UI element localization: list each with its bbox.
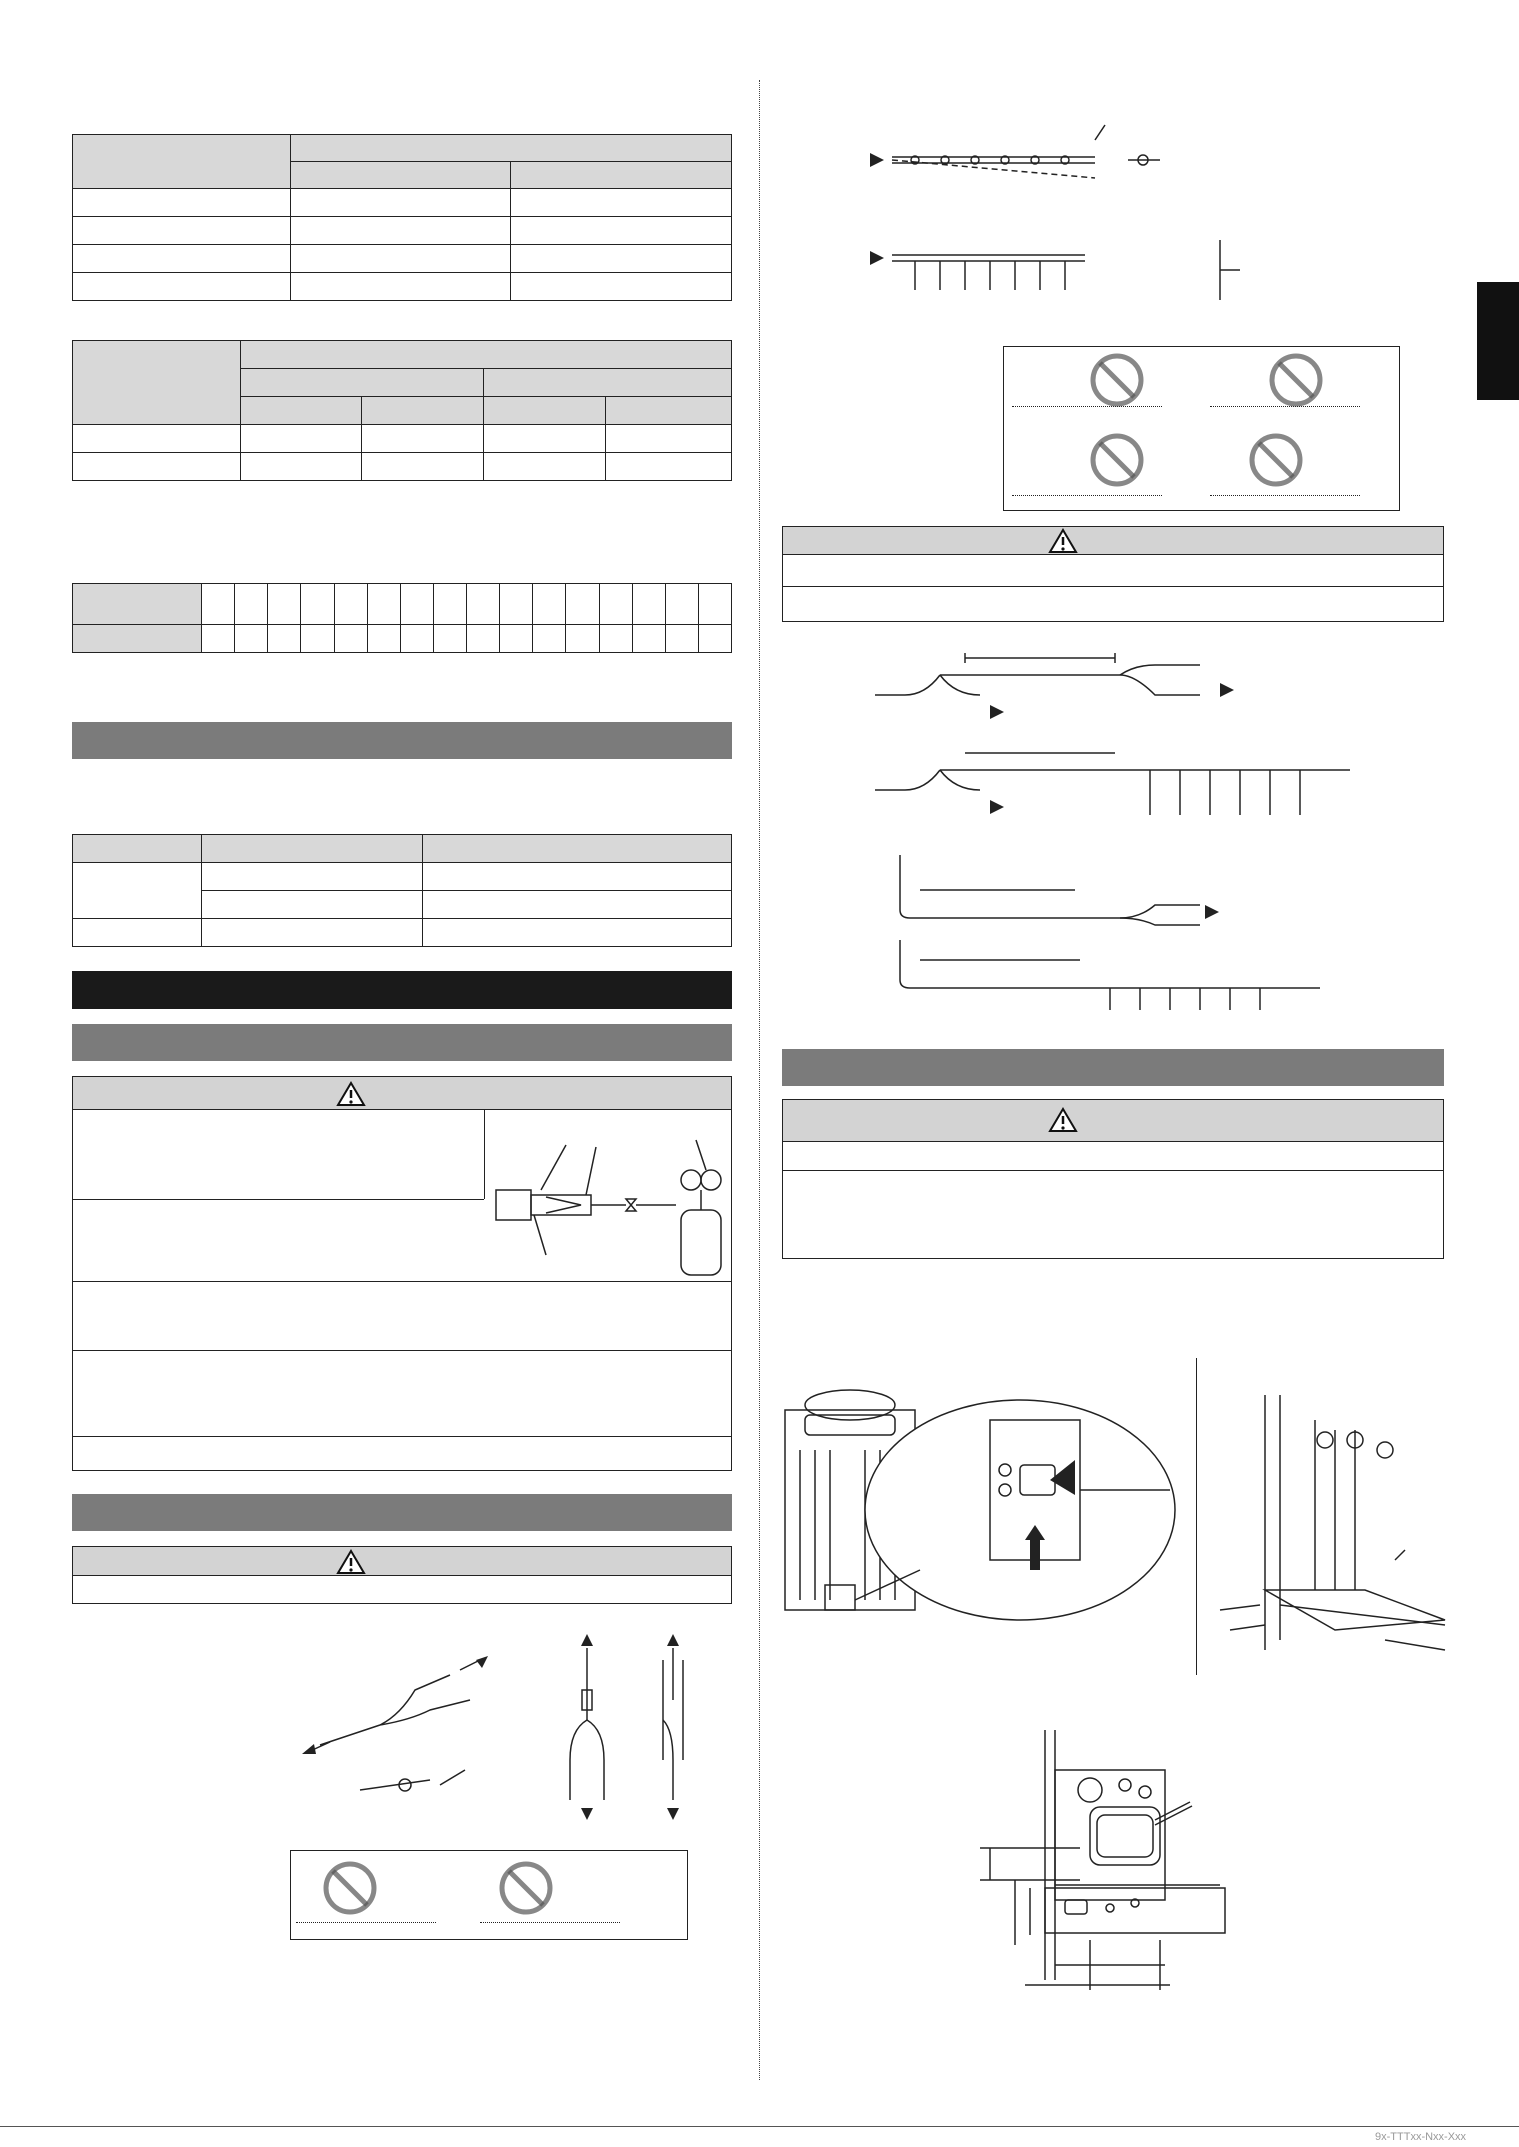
table-1-header-cell <box>291 162 511 189</box>
table-3-header-cell <box>73 584 202 625</box>
table-2-header-cell <box>484 369 732 397</box>
branch-pipe-length-diagram <box>870 650 1340 995</box>
section-bar <box>72 1494 732 1531</box>
prohibited-circle-icon <box>1087 430 1147 490</box>
table-3 <box>72 583 732 653</box>
table-4 <box>72 834 732 947</box>
table-row <box>73 863 732 891</box>
warning-triangle-icon <box>336 1549 366 1575</box>
prohibited-circle-icon <box>1087 350 1147 410</box>
brazing-nitrogen-diagram <box>486 1135 726 1275</box>
table-4-header-cell <box>73 835 202 863</box>
prohibited-circle-icon <box>320 1858 380 1918</box>
header-pipe-diagram-top <box>870 130 1260 320</box>
section-bar <box>72 722 732 759</box>
table-4-header-cell <box>202 835 423 863</box>
caution-header <box>782 1099 1444 1142</box>
piping-detail-illustration <box>1215 1390 1455 1670</box>
footer-rule <box>0 2126 1519 2127</box>
table-2-header-cell <box>241 397 362 425</box>
caution-header <box>782 526 1444 555</box>
table-2-header-cell <box>241 341 732 369</box>
column-divider <box>759 80 760 2080</box>
prohibited-circle-icon <box>1266 350 1326 410</box>
section-bar <box>72 1024 732 1061</box>
table-1-header-cell <box>73 135 291 189</box>
table-1-header-cell <box>291 135 732 162</box>
table-2 <box>72 340 732 481</box>
table-row <box>73 245 732 273</box>
warning-triangle-icon <box>1048 528 1078 554</box>
table-2-header-cell <box>362 397 484 425</box>
table-1 <box>72 134 732 301</box>
table-row <box>73 919 732 947</box>
table-2-header-cell <box>606 397 732 425</box>
outdoor-unit-illustration <box>780 1370 1180 1640</box>
prohibited-examples <box>1003 346 1400 511</box>
table-row <box>73 217 732 245</box>
table-row <box>73 189 732 217</box>
caution-header <box>72 1546 732 1576</box>
prohibited-circle-icon <box>1246 430 1306 490</box>
knockout-dimension-diagram <box>930 1730 1240 2000</box>
table-2-header-cell <box>73 341 241 425</box>
warning-triangle-icon <box>1048 1107 1078 1133</box>
table-row <box>73 453 732 481</box>
table-row <box>73 273 732 301</box>
table-1-header-cell <box>511 162 732 189</box>
section-bar <box>782 1049 1444 1086</box>
vertical-branch-diagram <box>555 1630 705 1825</box>
chapter-bar <box>72 971 732 1009</box>
caution-header <box>72 1076 732 1110</box>
table-row <box>73 425 732 453</box>
warning-triangle-icon <box>336 1081 366 1107</box>
prohibited-circle-icon <box>496 1858 556 1918</box>
y-branch-diagram <box>300 1630 500 1800</box>
table-4-header-cell <box>423 835 732 863</box>
language-tab <box>1477 282 1519 400</box>
figure-divider <box>1196 1358 1197 1675</box>
table-2-header-cell <box>484 397 606 425</box>
footer-code: 9x-TTTxx-Nxx-Xxx <box>1375 2131 1467 2143</box>
table-2-header-cell <box>241 369 484 397</box>
table-row <box>73 625 732 653</box>
